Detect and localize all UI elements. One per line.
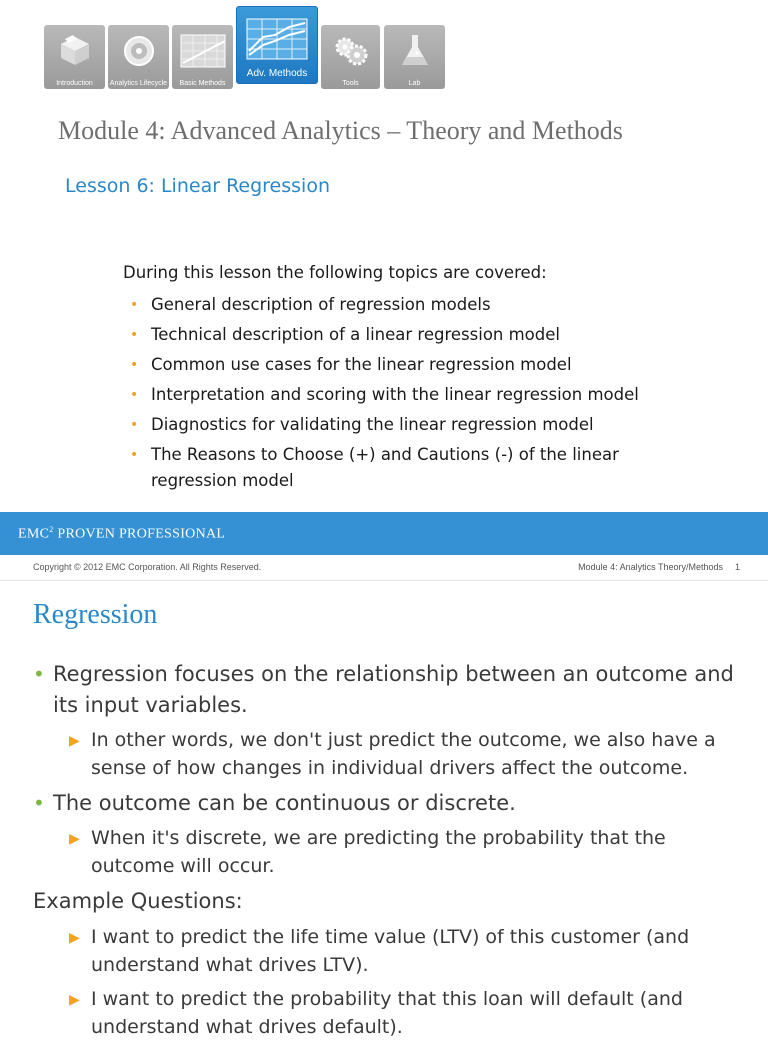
topics-list <box>123 262 723 498</box>
sub-bullet-item <box>33 985 753 1041</box>
nav-tab-introduction[interactable] <box>44 25 105 89</box>
nav-tab-tools[interactable] <box>321 25 380 89</box>
line-chart-icon <box>172 29 233 73</box>
sub-bullet-text: In other words, we don't just predict the outcome, we also have a sense of how changes in individual drivers affect the outcome. <box>91 729 716 779</box>
nav-tab-basic-methods[interactable] <box>172 25 233 89</box>
nav-tab-analytics-lifecycle[interactable] <box>108 25 169 89</box>
nav-tab-label: Introduction <box>56 80 93 87</box>
bullet-item <box>33 659 753 721</box>
list-item <box>123 292 723 318</box>
bullet-icon: • <box>33 662 45 686</box>
nav-tab-label: Tools <box>342 80 359 87</box>
footer-module <box>578 562 740 572</box>
list-item <box>123 442 671 494</box>
bullet-icon: • <box>130 387 139 403</box>
bullet-text: Regression focuses on the relationship between an outcome and its input variables. <box>53 662 734 717</box>
bullet-item <box>33 788 753 819</box>
topics-intro: During this lesson the following topics are covered: <box>123 263 547 282</box>
arrow-bullet-icon: ▶ <box>69 930 80 946</box>
sub-bullet-item <box>33 726 753 782</box>
nav-tab-label: Analytics Lifecycle <box>109 80 168 87</box>
dropbox-box-icon <box>44 29 105 73</box>
sub-bullet-item <box>33 824 753 880</box>
nav-tab-adv-methods[interactable] <box>236 6 318 84</box>
list-item <box>123 412 723 438</box>
emc-banner <box>0 512 768 555</box>
slide-regression <box>0 580 768 1038</box>
multi-line-chart-icon <box>237 13 317 65</box>
flask-icon <box>384 29 445 73</box>
bullet-text: The outcome can be continuous or discrete. <box>53 791 516 815</box>
sub-bullet-text: I want to predict the probability that this loan will default (and understand what drives default). <box>91 988 683 1038</box>
nav-tab-label: Adv. Methods <box>246 68 308 79</box>
cycle-disc-icon <box>108 29 169 73</box>
footer-module-label: Module 4: Analytics Theory/Methods <box>578 562 723 572</box>
list-item <box>123 352 723 378</box>
bullet-icon: • <box>130 297 139 313</box>
slide-content <box>33 659 753 1047</box>
arrow-bullet-icon: ▶ <box>69 831 80 847</box>
nav-tab-label: Basic Methods <box>179 80 226 87</box>
topic-text: Interpretation and scoring with the linear regression model <box>151 385 639 404</box>
topic-text: Diagnostics for validating the linear regression model <box>151 415 594 434</box>
page-number: 1 <box>734 562 740 572</box>
copyright-text: Copyright © 2012 EMC Corporation. All Rights Reserved. <box>33 562 262 572</box>
emc-banner-text <box>18 525 225 543</box>
banner-prefix: EMC <box>18 526 50 542</box>
arrow-bullet-icon: ▶ <box>69 992 80 1008</box>
slide-title: Regression <box>33 599 158 630</box>
lesson-title: Lesson 6: Linear Regression <box>65 175 330 197</box>
bullet-icon: • <box>130 357 139 373</box>
gear-cluster-icon <box>321 29 380 73</box>
bullet-icon: • <box>33 791 45 815</box>
sub-bullet-text: I want to predict the life time value (LTV) of this customer (and understand what drives LTV). <box>91 926 690 976</box>
list-item <box>123 382 723 408</box>
topic-text: Common use cases for the linear regression model <box>151 355 572 374</box>
arrow-bullet-icon: ▶ <box>69 733 80 749</box>
bullet-icon: • <box>130 417 139 433</box>
topic-text: General description of regression models <box>151 295 491 314</box>
bullet-icon: • <box>130 327 139 343</box>
example-heading: Example Questions: <box>33 889 243 913</box>
topic-text: Technical description of a linear regression model <box>151 325 560 344</box>
sub-bullet-text: When it's discrete, we are predicting the probability that the outcome will occur. <box>91 827 666 877</box>
bullet-icon: • <box>130 447 139 463</box>
banner-superscript: 2 <box>49 525 54 534</box>
list-item <box>123 322 723 348</box>
nav-tab-label: Lab <box>408 80 421 87</box>
sub-bullet-item <box>33 923 753 979</box>
module-title: Module 4: Advanced Analytics – Theory and Methods <box>58 116 623 145</box>
topic-text: The Reasons to Choose (+) and Cautions (-) of the linear regression model <box>151 445 619 490</box>
nav-tab-lab[interactable] <box>384 25 445 89</box>
banner-suffix: PROVEN PROFESSIONAL <box>53 526 226 542</box>
module-nav-bar <box>44 6 446 86</box>
